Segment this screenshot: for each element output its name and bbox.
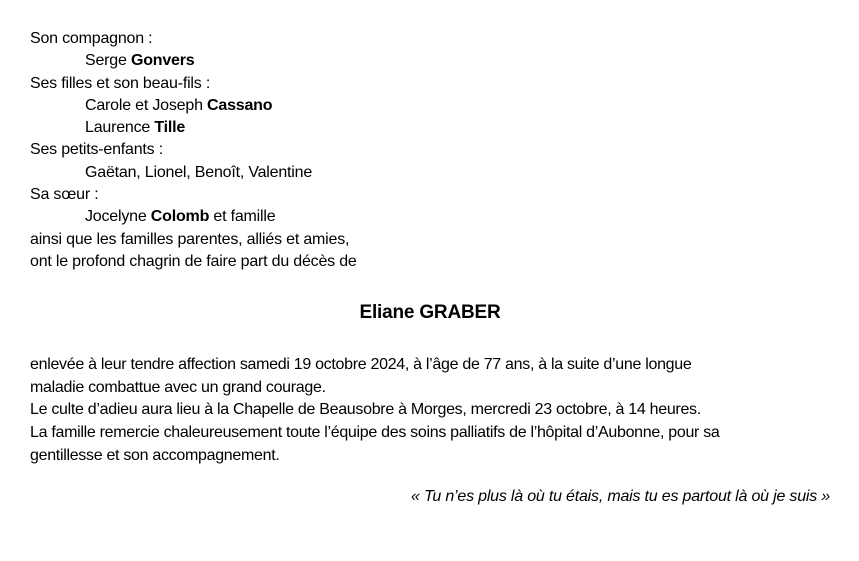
family-text: Ses petits-enfants : (30, 141, 163, 159)
family-line (30, 73, 830, 95)
family-line (30, 50, 830, 72)
family-surname: Cassano (207, 96, 273, 114)
family-line (30, 28, 830, 50)
deceased-name: Eliane GRABER (359, 302, 501, 324)
body-line: gentillesse et son accompagnement. (30, 446, 280, 464)
family-text: et famille (209, 208, 276, 226)
family-text: Sa sœur : (30, 186, 99, 204)
body-line: La famille remercie chaleureusement toute l’équipe des soins palliatifs de l’hôpital d’Aubonne, pour sa (30, 424, 720, 442)
family-line (30, 184, 830, 206)
memorial-quote: « Tu n’es plus là où tu étais, mais tu es partout là où je suis » (411, 488, 830, 506)
body-line: Le culte d’adieu aura lieu à la Chapelle de Beausobre à Morges, mercredi 23 octobre, à 14 heures. (30, 401, 701, 419)
family-text: ont le profond chagrin de faire part du décès de (30, 252, 357, 270)
announcement-body (30, 354, 830, 467)
family-line (30, 229, 830, 251)
family-line (30, 251, 830, 273)
body-line: maladie combattue avec un grand courage. (30, 378, 326, 396)
family-text: Ses filles et son beau-fils : (30, 74, 211, 92)
family-surname: Tille (154, 119, 186, 137)
family-text: Jocelyne (85, 208, 151, 226)
family-text: Serge (85, 52, 131, 70)
family-text: Gaëtan, Lionel, Benoît, Valentine (85, 163, 313, 181)
family-text: ainsi que les familles parentes, alliés et amies, (30, 230, 350, 248)
family-line (30, 117, 830, 139)
family-line (30, 206, 830, 228)
family-line (30, 95, 830, 117)
family-line (30, 162, 830, 184)
family-surname: Colomb (150, 208, 210, 226)
family-text: Son compagnon : (30, 30, 153, 47)
family-surname: Gonvers (130, 52, 195, 70)
family-text: Carole et Joseph (85, 96, 208, 114)
body-line: enlevée à leur tendre affection samedi 19 octobre 2024, à l’âge de 77 ans, à la suite d’une longue (30, 356, 692, 374)
family-text: Laurence (85, 119, 155, 137)
family-line (30, 139, 830, 161)
family-list (30, 28, 830, 273)
